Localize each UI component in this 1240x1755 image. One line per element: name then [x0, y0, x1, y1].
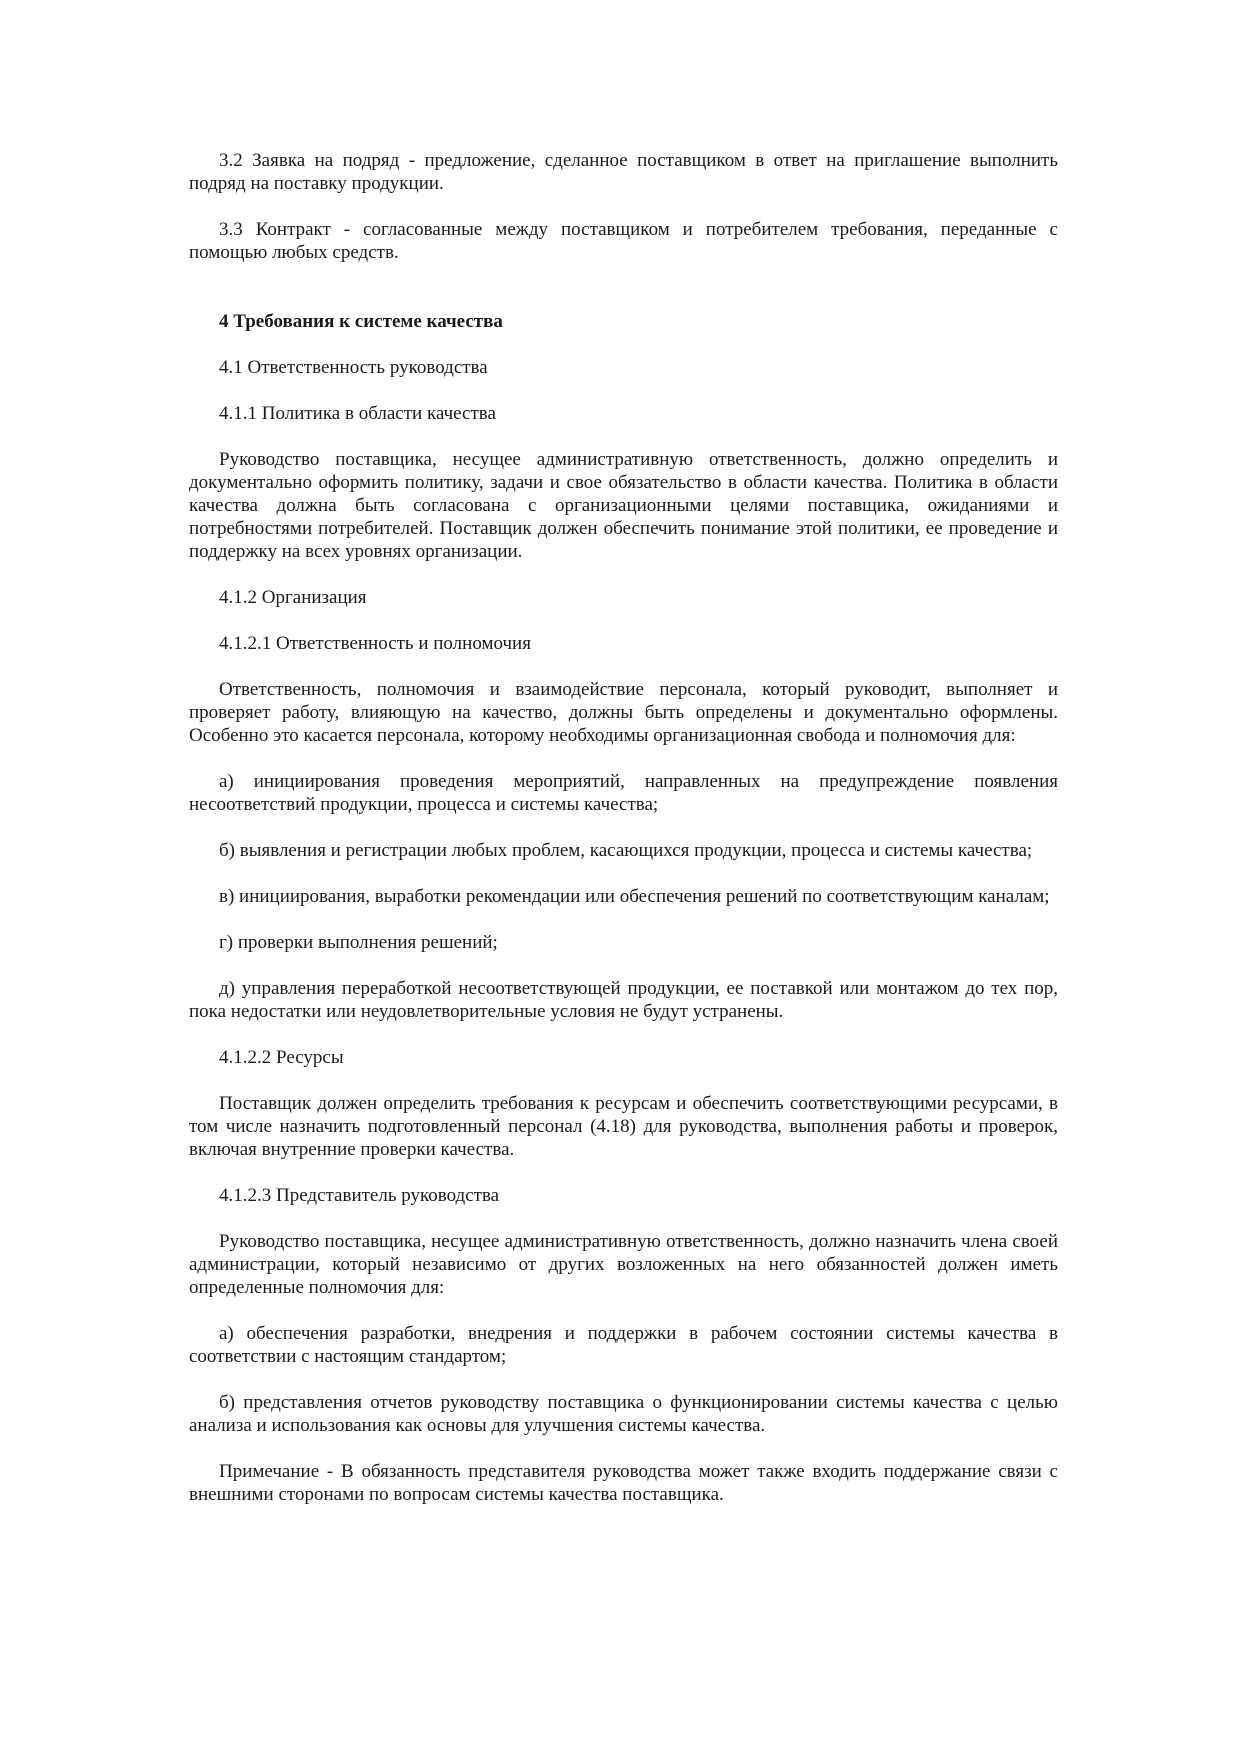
list-item-b: б) выявления и регистрации любых проблем, касающихся продукции, процесса и системы качества;: [219, 840, 1033, 861]
list-item-v: в) инициирования, выработки рекомендации или обеспечения решений по соответствующим каналам;: [219, 886, 1050, 907]
paragraph-quality-policy: Руководство поставщика, несущее административную ответственность, должно определить и документально оформить политику, задачи и свое обязательство в области качества. Политика в области качества должна быть согласована с организационными целями поставщика, ожиданиями и потребностями потребителей. Поставщик должен обеспечить понимание этой политики, ее проведение и поддержку на всех уровнях организации.: [189, 449, 1058, 562]
subheading-4-1: 4.1 Ответственность руководства: [219, 357, 488, 378]
section-heading-4: 4 Требования к системе качества: [219, 311, 503, 332]
paragraph-management-representative: Руководство поставщика, несущее административную ответственность, должно назначить члена своей администрации, который независимо от других возложенных на него обязанностей должен иметь определенные полномочия для:: [189, 1231, 1058, 1298]
note-paragraph: Примечание - В обязанность представителя руководства может также входить поддержание связи с внешними сторонами по вопросам системы качества поставщика.: [189, 1461, 1058, 1505]
subheading-4-1-2-1: 4.1.2.1 Ответственность и полномочия: [219, 633, 531, 654]
subheading-4-1-2: 4.1.2 Организация: [219, 587, 367, 608]
list-item-b-2: б) представления отчетов руководству поставщика о функционировании системы качества с целью анализа и использования как основы для улучшения системы качества.: [189, 1392, 1058, 1436]
list-item-a-2: а) обеспечения разработки, внедрения и поддержки в рабочем состоянии системы качества в соответствии с настоящим стандартом;: [189, 1323, 1058, 1367]
subheading-4-1-2-2: 4.1.2.2 Ресурсы: [219, 1047, 344, 1068]
paragraph-resources: Поставщик должен определить требования к ресурсам и обеспечить соответствующими ресурсами, в том числе назначить подготовленный персонал (4.18) для руководства, выполнения работы и проверок, включая внутренние проверки качества.: [189, 1093, 1058, 1160]
paragraph-3-3: 3.3 Контракт - согласованные между поставщиком и потребителем требования, переданные с помощью любых средств.: [189, 219, 1058, 263]
list-item-a: а) инициирования проведения мероприятий, направленных на предупреждение появления несоответствий продукции, процесса и системы качества;: [189, 771, 1058, 815]
document-body: [189, 149, 1058, 1529]
paragraph-responsibility: Ответственность, полномочия и взаимодействие персонала, который руководит, выполняет и проверяет работу, влияющую на качество, должны быть определены и документально оформлены. Особенно это касается персонала, которому необходимы организационная свобода и полномочия для:: [189, 679, 1058, 746]
list-item-d: д) управления переработкой несоответствующей продукции, ее поставкой или монтажом до тех пор, пока недостатки или неудовлетворительные условия не будут устранены.: [189, 978, 1058, 1022]
subheading-4-1-2-3: 4.1.2.3 Представитель руководства: [219, 1185, 500, 1206]
subheading-4-1-1: 4.1.1 Политика в области качества: [219, 403, 496, 424]
list-item-g: г) проверки выполнения решений;: [219, 932, 498, 953]
paragraph-3-2: 3.2 Заявка на подряд - предложение, сделанное поставщиком в ответ на приглашение выполнить подряд на поставку продукции.: [189, 150, 1058, 194]
